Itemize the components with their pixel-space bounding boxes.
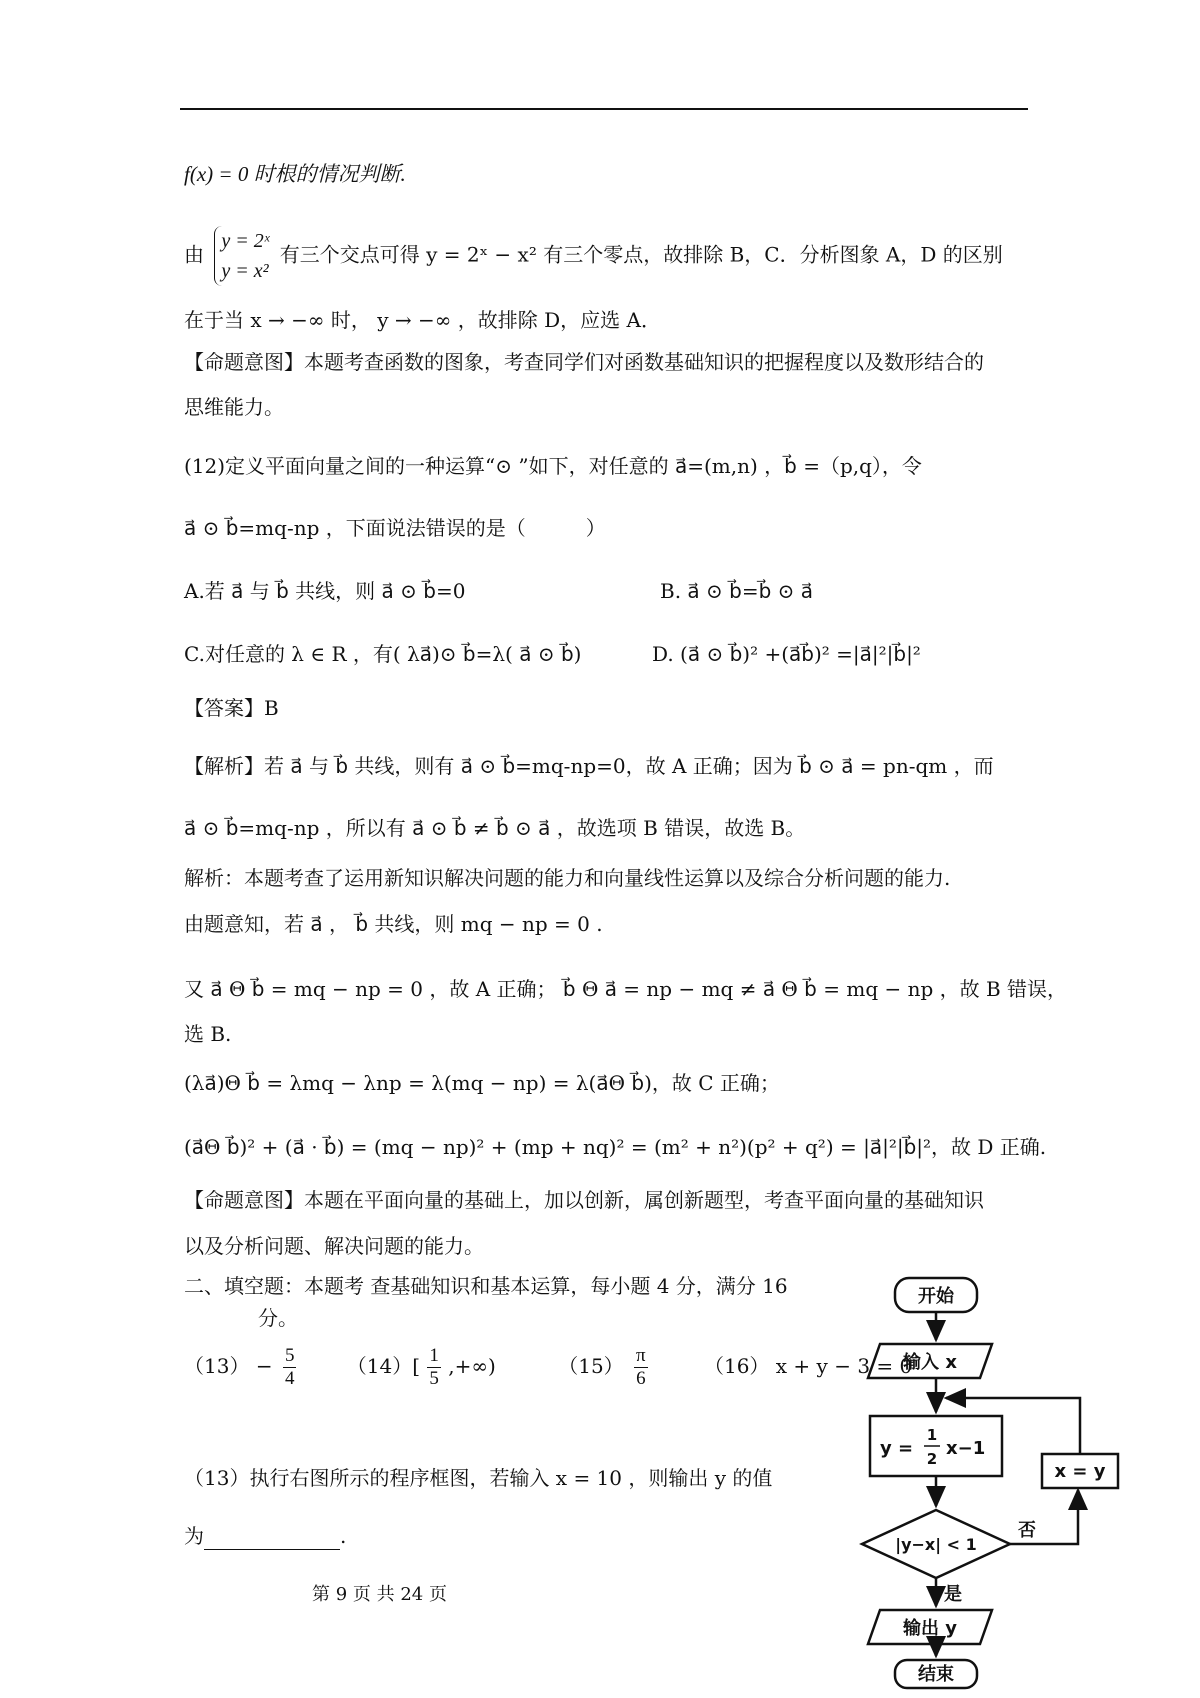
input-label: 输入 x — [903, 1352, 957, 1373]
answer-15-denominator: 6 — [636, 1368, 646, 1389]
intent-2-line-1: 【命题意图】本题在平面向量的基础上，加以创新，属创新题型，考查平面向量的基础知识 — [184, 1188, 984, 1212]
answer-13-numerator: 5 — [284, 1345, 295, 1366]
answer-15-label: （15） — [558, 1354, 624, 1378]
answer-13-denominator: 4 — [284, 1368, 295, 1389]
assign-label: x = y — [1054, 1461, 1106, 1482]
answer-15-fraction — [634, 1345, 648, 1390]
intent-line-2: 思维能力。 — [184, 395, 284, 419]
option-a: A.若 a⃗ 与 b⃗ 共线，则 a⃗ ⊙ b⃗=0 — [184, 579, 466, 603]
question-12-line-1: (12)定义平面向量之间的一种运算“⊙ ”如下，对任意的 a⃗=(m,n) ，b⃗ =（p,q），令 — [184, 454, 922, 478]
intent-line-1: 【命题意图】本题考查函数的图象，考查同学们对函数基础知识的把握程度以及数形结合的 — [184, 350, 984, 374]
process-numerator: 1 — [926, 1426, 938, 1444]
explanation-line-6: 选 B. — [184, 1022, 232, 1046]
explanation-line-5: 又 a⃗ Θ b⃗ = mq − np = 0 ，故 A 正确； b⃗ Θ a⃗ = np − mq ≠ a⃗ Θ b⃗ = mq − np ，故 B 错误， — [184, 977, 1068, 1001]
explanation-line-4: 由题意知，若 a⃗ ， b⃗ 共线，则 mq − np = 0 . — [184, 912, 603, 936]
header-rule — [180, 108, 1028, 110]
process-denominator: 2 — [926, 1450, 938, 1468]
process-label-tail: x−1 — [946, 1438, 986, 1459]
explanation-line-1: 【解析】若 a⃗ 与 b⃗ 共线，则有 a⃗ ⊙ b⃗=mq-np=0，故 A 正确；因为 b⃗ ⊙ a⃗ = pn-qm ，而 — [184, 754, 994, 778]
start-label: 开始 — [918, 1286, 954, 1307]
explanation-line-8: (a⃗Θ b⃗)² + (a⃗ · b⃗) = (mq − np)² + (mp + nq)² = (m² + n²)(p² + q²) = |a⃗|²|b⃗|²，故 D 正确. — [184, 1135, 1047, 1159]
answer-14-label: （14）[ — [346, 1354, 421, 1378]
answers-row — [184, 1340, 912, 1392]
decision-label: |y−x| < 1 — [895, 1535, 977, 1554]
text-line-1: f(x) = 0 时根的情况判断. — [184, 162, 406, 186]
answer-15-numerator: π — [636, 1345, 646, 1366]
yes-label: 是 — [944, 1584, 962, 1605]
no-label: 否 — [1018, 1520, 1036, 1541]
text-line-3: 在于当 x → −∞ 时， y → −∞ ，故排除 D，应选 A． — [184, 308, 661, 332]
intent-2-line-2: 以及分析问题、解决问题的能力。 — [184, 1234, 484, 1258]
text-line-2 — [184, 226, 1003, 286]
answer-14-numerator: 1 — [429, 1345, 439, 1366]
question-13-line-1: （13）执行右图所示的程序框图，若输入 x = 10 ，则输出 y 的值 — [184, 1466, 773, 1490]
end-label: 结束 — [918, 1664, 954, 1685]
option-d: D. (a⃗ ⊙ b⃗)² +(a⃗b⃗)² =|a⃗|²|b⃗|² — [652, 642, 921, 666]
explanation-line-2: a⃗ ⊙ b⃗=mq-np ，所以有 a⃗ ⊙ b⃗ ≠ b⃗ ⊙ a⃗ ，故选项 B 错误，故选 B。 — [184, 816, 806, 840]
answer-16: （16） x + y − 3 = 0 — [703, 1354, 913, 1378]
answer-14-fraction — [427, 1345, 441, 1390]
answer-13-sign: − — [255, 1354, 273, 1378]
text-line-2-post: 有三个交点可得 y = 2ˣ − x² 有三个零点，故排除 B，C．分析图象 A，D 的区别 — [279, 242, 1003, 267]
section-2-line-1: 二、填空题：本题考 查基础知识和基本运算，每小题 4 分，满分 16 — [184, 1274, 788, 1298]
equation-2: y = x² — [221, 260, 269, 282]
explanation-line-3: 解析：本题考查了运用新知识解决问题的能力和向量线性运算以及综合分析问题的能力. — [184, 866, 951, 890]
answer-13-label: （13） — [184, 1354, 250, 1378]
option-b: B. a⃗ ⊙ b⃗=b⃗ ⊙ a⃗ — [660, 579, 814, 603]
question-13-line-2: 为 . — [184, 1524, 347, 1548]
answer-13-fraction — [283, 1345, 297, 1390]
process-label-y: y = — [880, 1438, 914, 1459]
answer-line: 【答案】B — [184, 696, 279, 720]
equation-system — [214, 226, 269, 286]
question-13-prefix: 为 — [184, 1524, 204, 1548]
explanation-line-7: (λa⃗)Θ b⃗ = λmq − λnp = λ(mq − np) = λ(a⃗Θ b⃗)，故 C 正确； — [184, 1071, 780, 1095]
section-2-line-2: 分。 — [258, 1306, 298, 1330]
option-c: C.对任意的 λ ∈ R ，有( λa⃗)⊙ b⃗=λ( a⃗ ⊙ b⃗) — [184, 642, 582, 666]
page-footer: 第 9 页 共 24 页 — [312, 1584, 447, 1605]
answer-14-denominator: 5 — [429, 1368, 439, 1389]
answer-14-tail: ,+∞) — [448, 1354, 496, 1378]
output-label: 输出 y — [903, 1618, 957, 1639]
question-12-line-2: a⃗ ⊙ b⃗=mq-np ，下面说法错误的是（ ） — [184, 516, 606, 540]
program-flowchart — [850, 1270, 1130, 1690]
text-line-2-pre: 由 — [184, 242, 204, 267]
answer-blank — [204, 1529, 340, 1550]
equation-1: y = 2ˣ — [221, 230, 270, 252]
